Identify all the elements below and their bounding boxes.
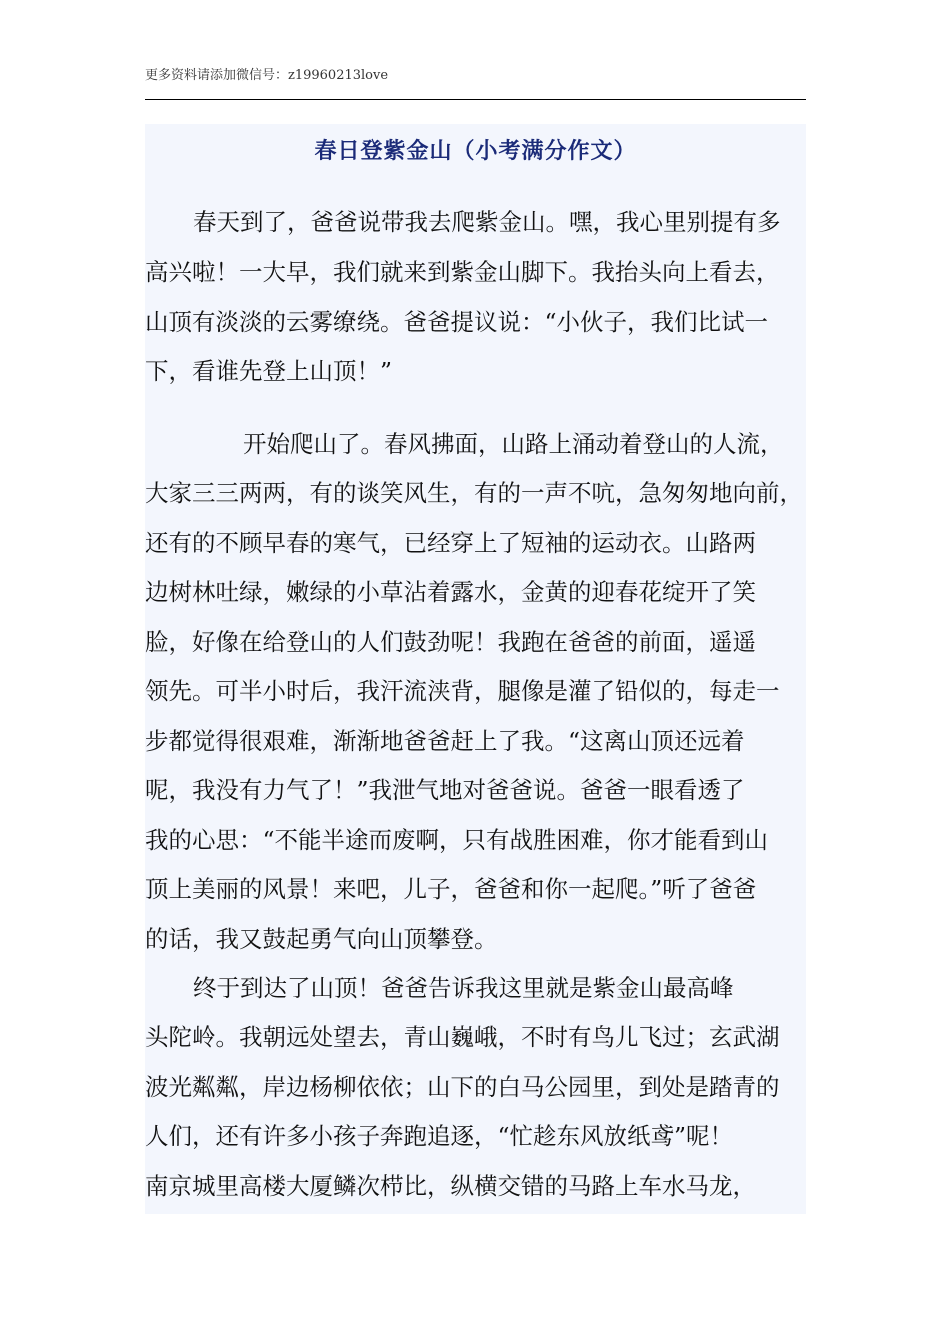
paragraph-1-line-4: 下，看谁先登上山顶！”	[145, 357, 393, 385]
paragraph-1-line-1: 春天到了，爸爸说带我去爬紫金山。嘿，我心里别提有多	[193, 208, 781, 236]
paragraph-2-line-10: 顶上美丽的风景！来吧，儿子，爸爸和你一起爬。”听了爸爸	[145, 875, 757, 903]
header-note: 更多资料请添加微信号：z19960213love	[145, 68, 389, 83]
paragraph-1-line-3: 山顶有淡淡的云雾缭绕。爸爸提议说：“小伙子，我们比试一	[145, 308, 769, 336]
paragraph-3-line-4: 人们，还有许多小孩子奔跑追逐，“忙趁东风放纸鸢”呢！	[145, 1122, 734, 1150]
header-divider	[145, 99, 806, 100]
paragraph-2-line-3: 还有的不顾早春的寒气，已经穿上了短袖的运动衣。山路两	[145, 529, 756, 557]
article-title: 春日登紫金山（小考满分作文）	[314, 138, 637, 164]
paragraph-3-line-3: 波光粼粼，岸边杨柳依依；山下的白马公园里，到处是踏青的	[145, 1073, 780, 1101]
article-body	[145, 124, 806, 1214]
paragraph-1-line-2: 高兴啦！一大早，我们就来到紫金山脚下。我抬头向上看去，	[145, 258, 780, 286]
paragraph-2-line-5: 脸，好像在给登山的人们鼓劲呢！我跑在爸爸的前面，遥遥	[145, 628, 756, 656]
paragraph-2-line-8: 呢，我没有力气了！”我泄气地对爸爸说。爸爸一眼看透了	[145, 776, 745, 804]
paragraph-2-line-11: 的话，我又鼓起勇气向山顶攀登。	[145, 925, 498, 953]
paragraph-3-line-2: 头陀岭。我朝远处望去，青山巍峨，不时有鸟儿飞过；玄武湖	[145, 1023, 780, 1051]
paragraph-2-line-6: 领先。可半小时后，我汗流浃背，腿像是灌了铅似的，每走一	[145, 677, 780, 705]
paragraph-2-line-2: 大家三三两两，有的谈笑风生，有的一声不吭，急匆匆地向前，	[145, 479, 803, 507]
paragraph-2-line-9: 我的心思：“不能半途而废啊，只有战胜困难，你才能看到山	[145, 826, 769, 854]
paragraph-3-line-1: 终于到达了山顶！爸爸告诉我这里就是紫金山最高峰	[193, 974, 734, 1002]
paragraph-2-line-4: 边树林吐绿，嫩绿的小草沾着露水，金黄的迎春花绽开了笑	[145, 578, 756, 606]
paragraph-3-line-5: 南京城里高楼大厦鳞次栉比，纵横交错的马路上车水马龙，	[145, 1172, 756, 1200]
paragraph-2-line-1: 开始爬山了。春风拂面，山路上涌动着登山的人流，	[243, 430, 784, 458]
paragraph-2-line-7: 步都觉得很艰难，渐渐地爸爸赶上了我。“这离山顶还远着	[145, 727, 745, 755]
